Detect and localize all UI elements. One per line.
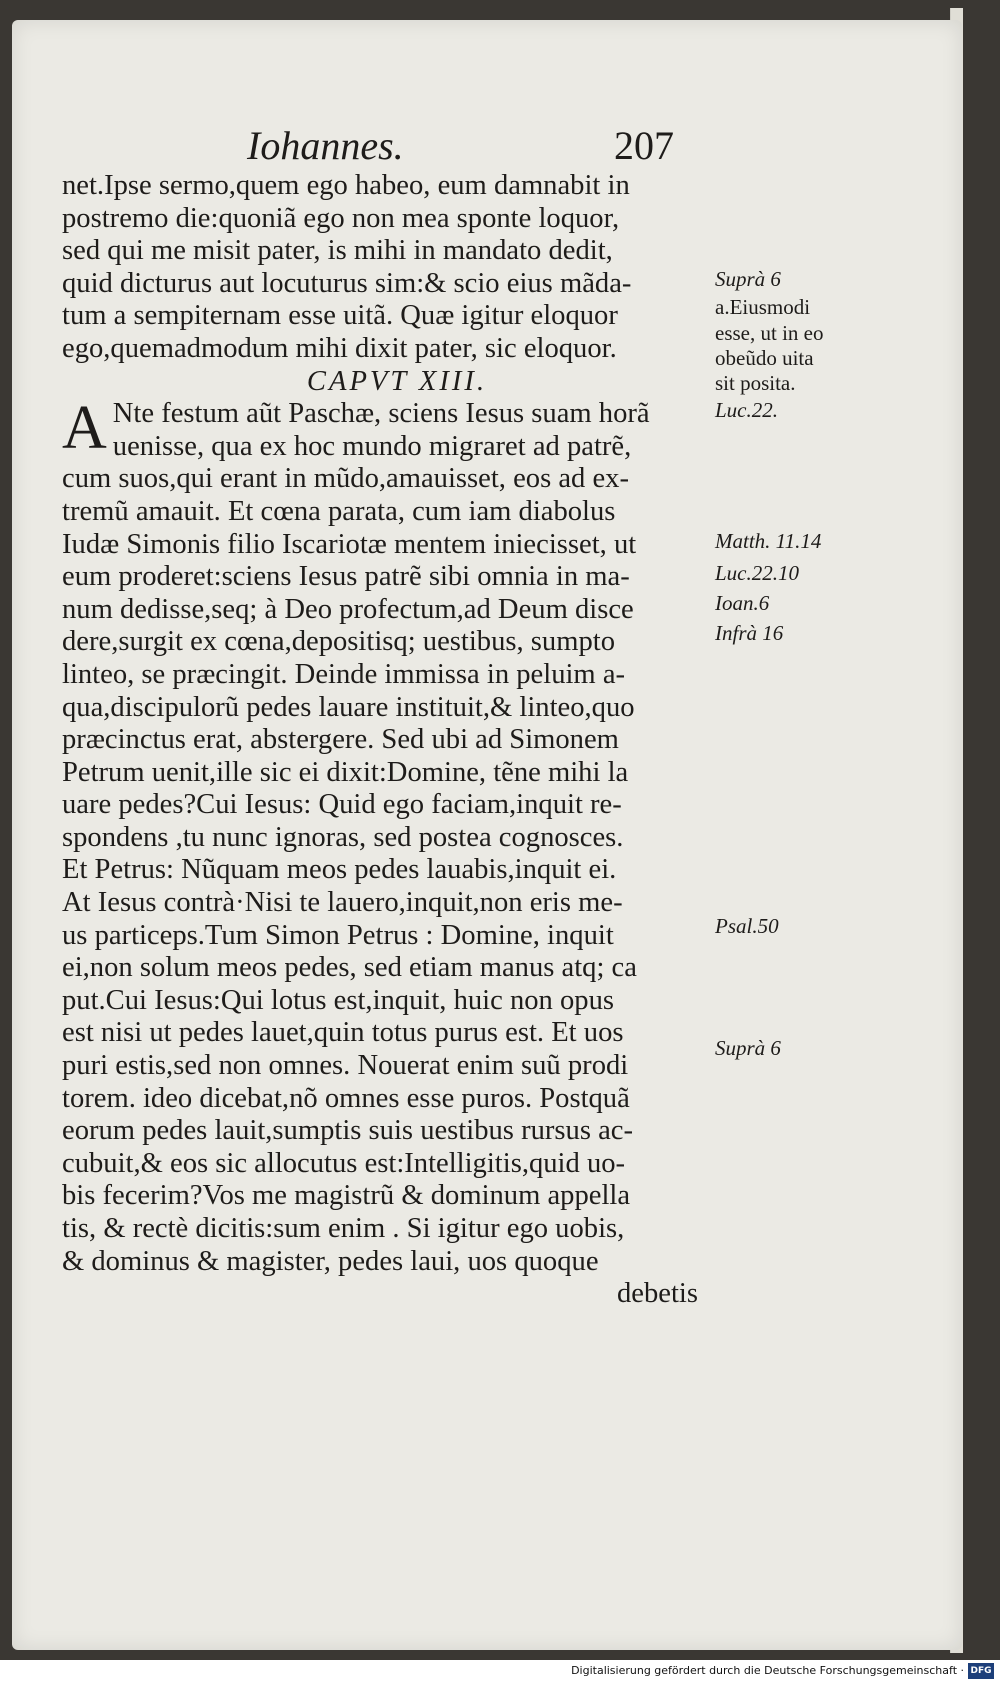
chapter-opening <box>62 394 702 463</box>
book-page <box>12 20 962 1650</box>
margin-note: Psal.50 <box>715 914 779 938</box>
footer-bar <box>0 1660 1000 1684</box>
text-line: Petrum uenit,ille sic ei dixit:Domine, tẽne mihi la <box>62 756 629 788</box>
text-line: us particeps.Tum Simon Petrus : Domine, inquit <box>62 919 614 951</box>
text-line: put.Cui Iesus:Qui lotus est,inquit, huic non opus <box>62 984 615 1016</box>
margin-note: obeũdo uita <box>715 346 814 370</box>
running-head-title: Iohannes. <box>247 123 404 168</box>
text-line: Iudæ Simonis filio Iscariotæ mentem iniecisset, ut <box>62 528 637 560</box>
margin-note: sit posita. <box>715 371 796 395</box>
text-line: At Iesus contrà·Nisi te lauero,inquit,non eris me- <box>62 887 623 919</box>
margin-note: Luc.22.10 <box>715 561 799 585</box>
text-line: cubuit,& eos sic allocutus est:Intelligitis,quid uo- <box>62 1147 626 1179</box>
text-line: spondens ,tu nunc ignoras, sed postea cognosces. <box>62 821 624 853</box>
text-line: uare pedes?Cui Iesus: Quid ego faciam,inquit re- <box>62 789 622 821</box>
margin-note: Suprà 6 <box>715 1036 781 1060</box>
text-line: torem. ideo dicebat,nõ omnes esse puros. Postquã <box>62 1082 630 1114</box>
text-line: & dominus & magister, pedes laui, uos quoque <box>62 1245 599 1277</box>
body-text <box>62 170 702 1311</box>
page-number: 207 <box>614 123 674 168</box>
margin-note: Luc.22. <box>715 398 778 422</box>
text-line: præcinctus erat, abstergere. Sed ubi ad Simonem <box>62 724 619 756</box>
text-line: net.Ipse sermo,quem ego habeo, eum damnabit in <box>62 170 630 201</box>
drop-cap: A <box>62 394 107 463</box>
text-line: eorum pedes lauit,sumptis suis uestibus rursus ac- <box>62 1115 634 1147</box>
running-head <box>12 110 962 170</box>
text-line: ego,quemadmodum mihi dixit pater, sic eloquor. <box>62 332 617 364</box>
text-line: uenisse, qua ex hoc mundo migraret ad patrẽ, <box>112 430 632 462</box>
margin-note: Ioan.6 <box>715 591 770 615</box>
text-line: Nte festum aũt Paschæ, sciens Iesus suam horã <box>112 398 650 430</box>
text-line: bis fecerim?Vos me magistrũ & dominum appella <box>62 1180 631 1212</box>
text-line: qua,discipulorũ pedes lauare instituit,& linteo,quo <box>62 691 635 723</box>
text-line: quid dicturus aut locuturus sim:& scio eius mãda- <box>62 267 632 299</box>
catchword: debetis <box>617 1278 698 1310</box>
text-line: ei,non solum meos pedes, sed etiam manus atq; ca <box>62 952 637 984</box>
text-line: sed qui me misit pater, is mihi in mandato dedit, <box>62 235 613 267</box>
text-line: Et Petrus: Nũquam meos pedes lauabis,inquit ei. <box>62 854 617 886</box>
margin-note: a.Eiusmodi <box>715 295 811 319</box>
text-line: est nisi ut pedes lauet,quin totus purus est. Et uos <box>62 1017 624 1049</box>
text-line: tis, & rectè dicitis:sum enim . Si igitur ego uobis, <box>62 1213 625 1244</box>
text-line: tremũ amauit. Et cœna parata, cum iam diabolus <box>62 495 616 527</box>
text-line: dere,surgit ex cœna,depositisq; uestibus, sumpto <box>62 626 616 658</box>
text-line: cum suos,qui erant in mũdo,amauisset, eos ad ex- <box>62 463 629 495</box>
text-line: num dedisse,seq; à Deo profectum,ad Deum disce <box>62 593 634 625</box>
footer-credit: Digitalisierung gefördert durch die Deutsche Forschungsgemeinschaft · <box>571 1664 964 1677</box>
margin-note: Suprà 6 <box>715 267 781 291</box>
margin-note: Infrà 16 <box>715 621 784 645</box>
chapter-heading: CAPVT XIII. <box>306 365 488 397</box>
text-line: tum a sempiternam esse uitã. Quæ igitur eloquor <box>62 300 618 332</box>
text-line: linteo, se præcingit. Deinde immissa in peluim a- <box>62 658 626 690</box>
text-line: postremo die:quoniã ego non mea sponte loquor, <box>62 202 620 234</box>
text-line: puri estis,sed non omnes. Nouerat enim suũ prodi <box>62 1050 629 1082</box>
margin-note: esse, ut in eo <box>715 321 824 345</box>
margin-note: Matth. 11.14 <box>715 529 822 553</box>
dfg-logo-icon: DFG <box>968 1663 994 1679</box>
text-line: eum proderet:sciens Iesus patrẽ sibi omnia in ma- <box>62 561 630 593</box>
